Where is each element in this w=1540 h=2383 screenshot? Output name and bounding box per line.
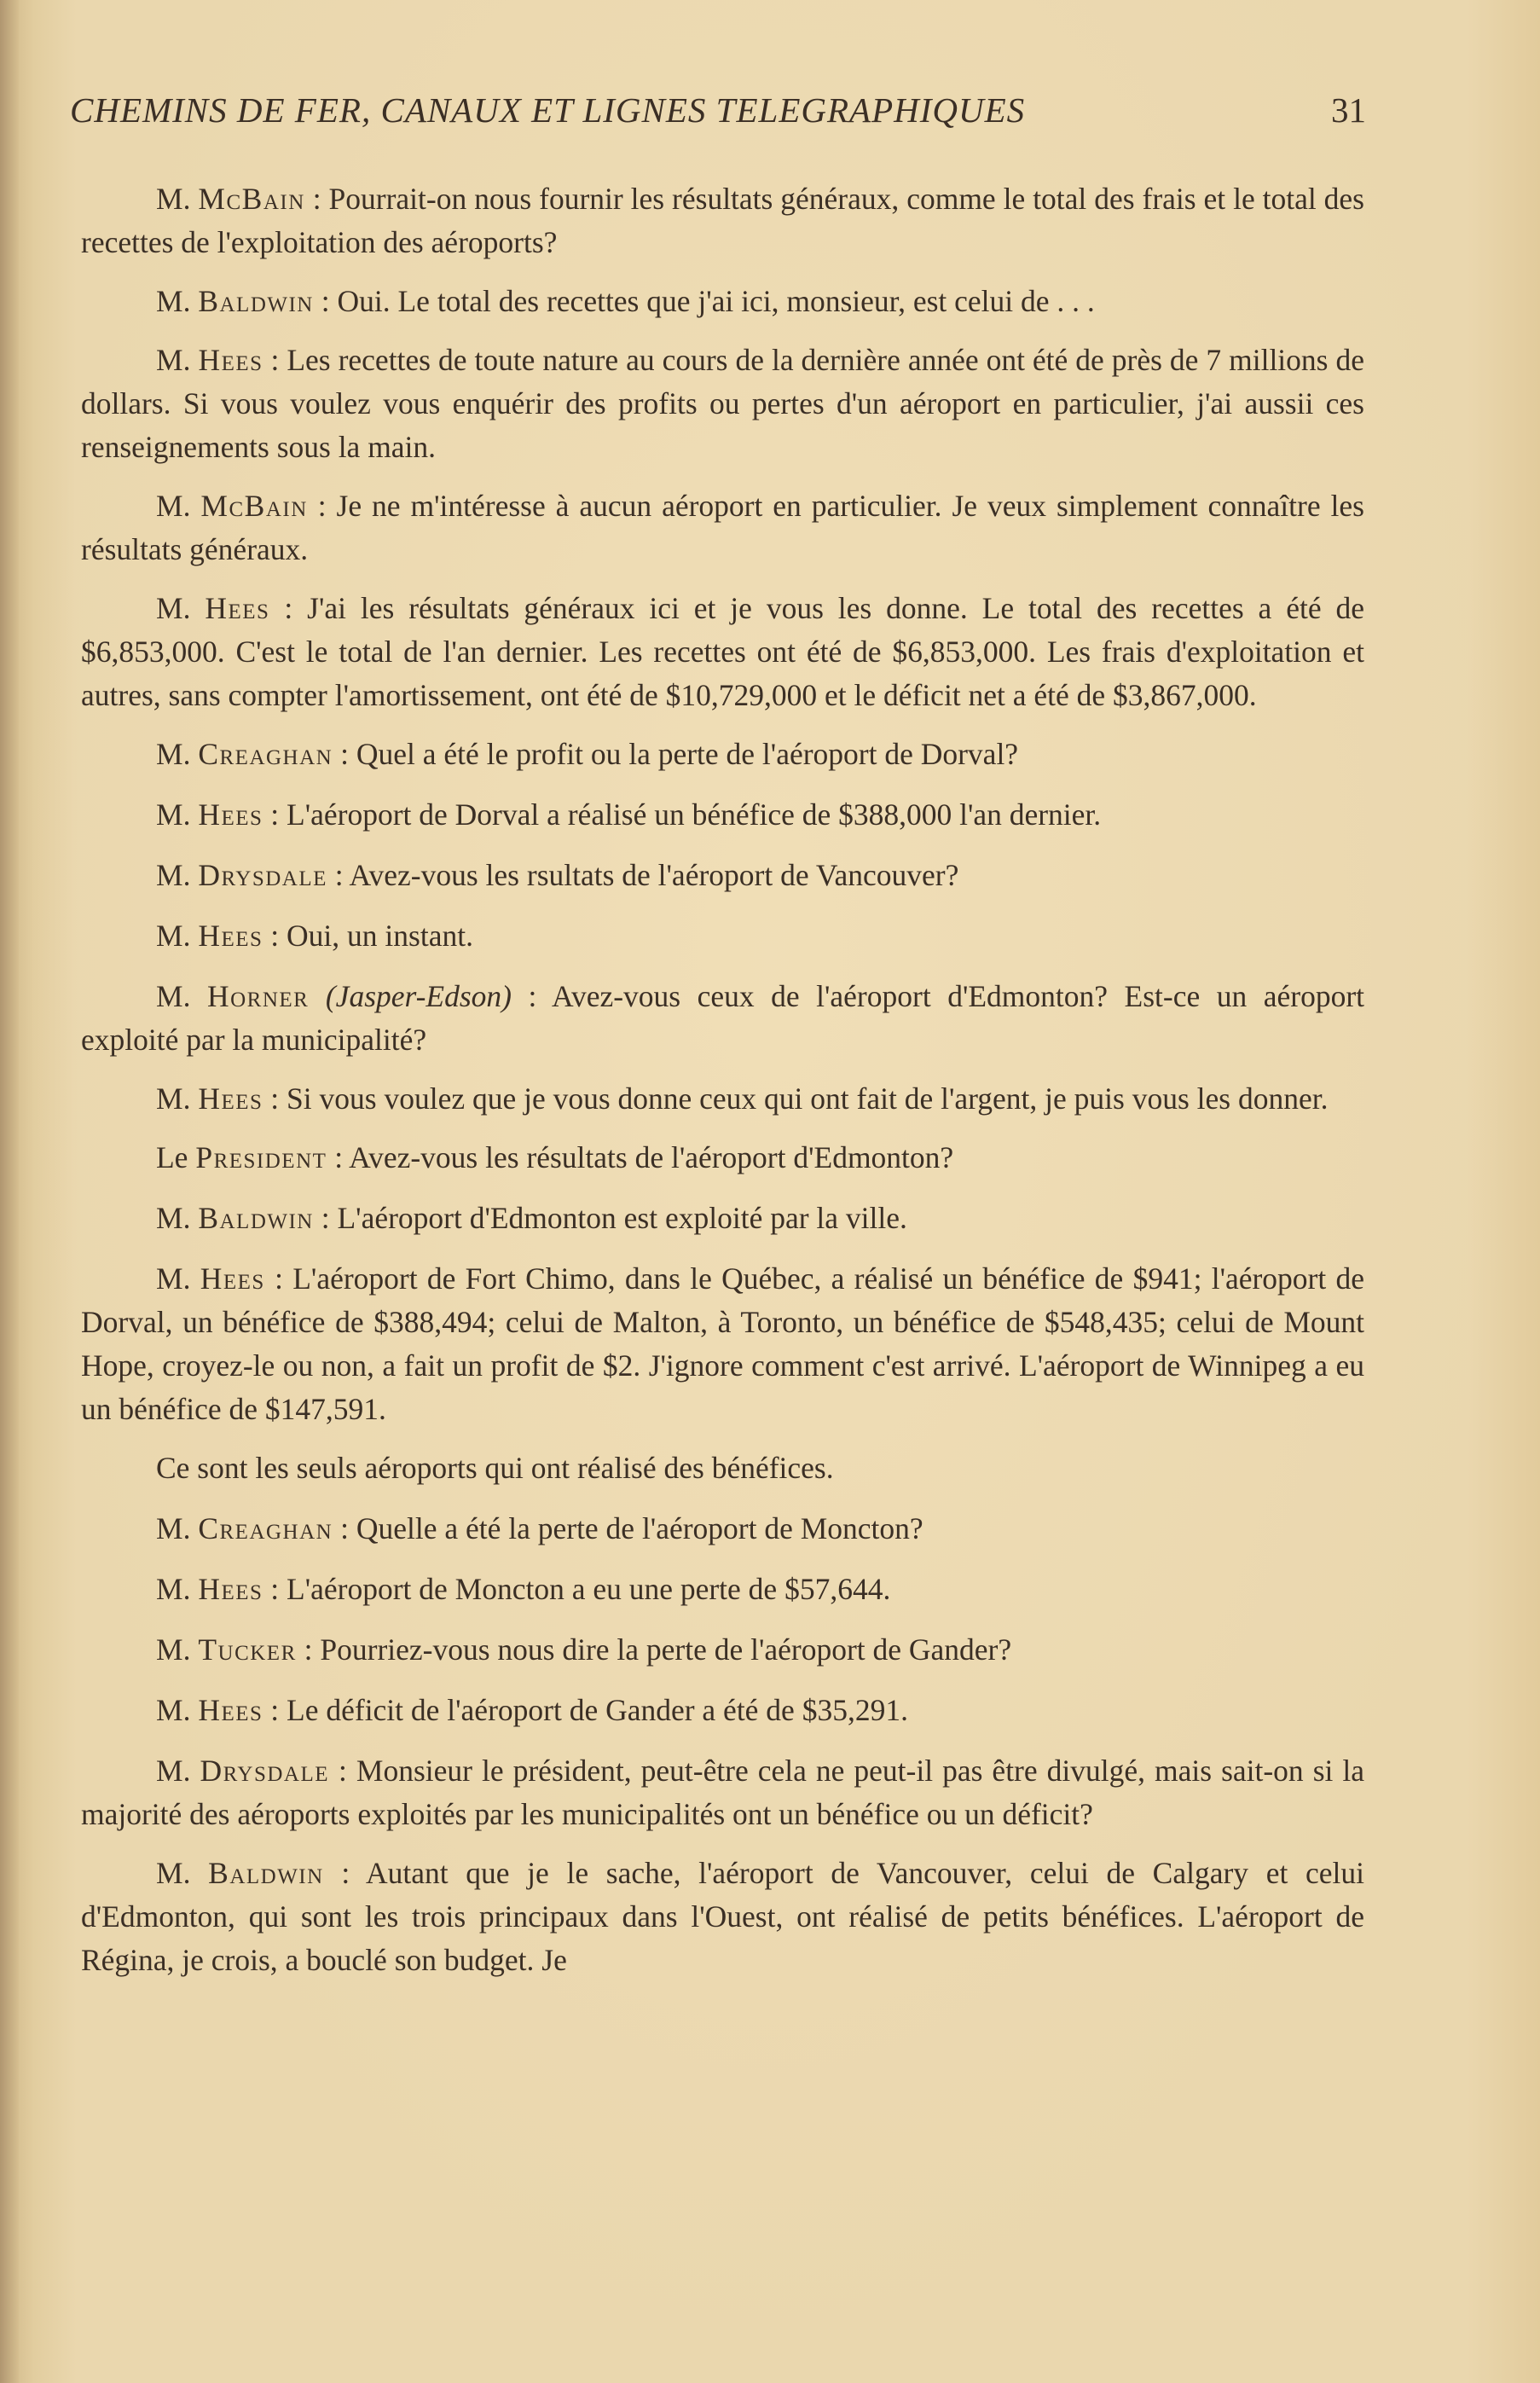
speaker-name: Drysdale: [200, 1754, 330, 1788]
paragraph: M. Creaghan : Quel a été le profit ou la perte de l'aéroport de Dorval?: [156, 737, 1019, 771]
paragraph: M. Tucker : Pourriez-vous nous dire la perte de l'aéroport de Gander?: [156, 1632, 1012, 1667]
speaker-name: Hees: [198, 1081, 263, 1116]
page-number: 31: [1331, 90, 1366, 130]
speech-text: Oui. Le total des recettes que j'ai ici, monsieur, est celui de . . .: [337, 284, 1095, 318]
paragraph: M. McBain : Pourrait-on nous fournir les résultats généraux, comme le total des frais et le total des recettes de l'exploitation des aéroports?: [81, 182, 1364, 259]
speech-text: Je ne m'intéresse à aucun aéroport en particulier. Je veux simplement connaître les résultats généraux.: [81, 489, 1364, 566]
running-title: CHEMINS DE FER, CANAUX ET LIGNES TELEGRAPHIQUES: [70, 90, 1026, 130]
paragraph: M. Hees : J'ai les résultats généraux ici et je vous les donne. Le total des recettes a été de $6,853,000. C'est le total de l'an dernier. Les recettes ont été de $6,853,000. Les frais d'exploitation et autres, sans compter l'amortissement, ont été de $10,729,000 et le déficit net a été de $3,867,000.: [81, 591, 1364, 712]
speaker-name: McBain: [198, 182, 305, 216]
speaker-name: Hees: [198, 919, 263, 953]
speech-text: Avez-vous les rsultats de l'aéroport de Vancouver?: [349, 858, 959, 892]
paragraph: M. Hees : L'aéroport de Moncton a eu une perte de $57,644.: [156, 1572, 891, 1606]
paragraph: M. Creaghan : Quelle a été la perte de l'aéroport de Moncton?: [156, 1511, 923, 1545]
paragraph: M. McBain : Je ne m'intéresse à aucun aéroport en particulier. Je veux simplement connaître les résultats généraux.: [81, 489, 1364, 566]
speech-text: Avez-vous ceux de l'aéroport d'Edmonton? Est-ce un aéroport exploité par la municipalité?: [81, 979, 1365, 1057]
paragraph: M. Baldwin : Autant que je le sache, l'aéroport de Vancouver, celui de Calgary et celui d'Edmonton, qui sont les trois principaux dans l'Ouest, ont réalisé de petits bénéfices. L'aéroport de Régina, je crois, a bouclé son budget. Je: [81, 1856, 1365, 1977]
speaker-name: Creaghan: [198, 737, 333, 771]
paragraph: [81, 1447, 1364, 1490]
transcript-body: [81, 177, 1364, 1997]
speaker-name: Creaghan: [198, 1511, 333, 1545]
speech-text: J'ai les résultats généraux ici et je vous les donne. Le total des recettes a été de $6,853,000. C'est le total de l'an dernier. Les recettes ont été de $6,853,000. Les frais d'exploitation et autres, sans compter l'amortissement, ont été de $10,729,000 et le déficit net a été de $3,867,000.: [81, 591, 1364, 712]
paragraph: M. Hees : L'aéroport de Fort Chimo, dans le Québec, a réalisé un bénéfice de $941; l'aéroport de Dorval, un bénéfice de $388,494; celui de Malton, à Toronto, un bénéfice de $548,435; celui de Mount Hope, croyez-le ou non, a fait un profit de $2. J'ignore comment c'est arrivé. L'aéroport de Winnipeg a eu un bénéfice de $147,591.: [81, 1261, 1365, 1426]
speaker-name: Hees: [198, 797, 263, 832]
speaker-name: Hees: [198, 343, 263, 377]
paragraph: Le President : Avez-vous les résultats de l'aéroport d'Edmonton?: [156, 1140, 954, 1174]
paragraph: M. Drysdale : Monsieur le président, peut-être cela ne peut-il pas être divulgé, mais sait-on si la majorité des aéroports exploités par les municipalités ont un bénéfice ou un déficit?: [81, 1754, 1365, 1831]
speech-text: Pourrait-on nous fournir les résultats généraux, comme le total des frais et le total des recettes de l'exploitation des aéroports?: [81, 182, 1364, 259]
riding-name: (Jasper-Edson): [325, 979, 512, 1013]
paragraph: M. Baldwin : Oui. Le total des recettes que j'ai ici, monsieur, est celui de . . .: [156, 284, 1095, 318]
paragraph: M. Baldwin : L'aéroport d'Edmonton est exploité par la ville.: [156, 1201, 907, 1235]
speech-text: L'aéroport de Moncton a eu une perte de $57,644.: [287, 1572, 891, 1606]
speaker-name: Tucker: [198, 1632, 297, 1667]
speech-text: Monsieur le président, peut-être cela ne peut-il pas être divulgé, mais sait-on si la majorité des aéroports exploités par les municipalités ont un bénéfice ou un déficit?: [81, 1754, 1365, 1831]
speech-text: L'aéroport de Dorval a réalisé un bénéfice de $388,000 l'an dernier.: [287, 797, 1102, 832]
speech-text: Ce sont les seuls aéroports qui ont réalisé des bénéfices.: [156, 1451, 834, 1485]
speech-text: Avez-vous les résultats de l'aéroport d'Edmonton?: [349, 1140, 954, 1174]
speech-text: Autant que je le sache, l'aéroport de Vancouver, celui de Calgary et celui d'Edmonton, qui sont les trois principaux dans l'Ouest, ont réalisé de petits bénéfices. L'aéroport de Régina, je crois, a bouclé son budget. Je: [81, 1856, 1365, 1977]
speech-text: Pourriez-vous nous dire la perte de l'aéroport de Gander?: [320, 1632, 1012, 1667]
speech-text: Les recettes de toute nature au cours de la dernière année ont été de près de 7 millions de dollars. Si vous voulez vous enquérir des profits ou pertes d'un aéroport en particulier, j'ai aussii ces renseignements sous la main.: [81, 343, 1364, 464]
speech-text: Le déficit de l'aéroport de Gander a été de $35,291.: [287, 1693, 908, 1727]
speech-text: Quel a été le profit ou la perte de l'aéroport de Dorval?: [356, 737, 1019, 771]
paragraph: M. Hees : L'aéroport de Dorval a réalisé un bénéfice de $388,000 l'an dernier.: [156, 797, 1102, 832]
page-binding-shadow: [0, 0, 19, 2383]
speaker-name: President: [195, 1140, 327, 1174]
paragraph: M. Hees : Les recettes de toute nature au cours de la dernière année ont été de près de 7 millions de dollars. Si vous voulez vous enquérir des profits ou pertes d'un aéroport en particulier, j'ai aussii ces renseignements sous la main.: [81, 343, 1364, 464]
speaker-name: Baldwin: [198, 284, 314, 318]
paragraph: M. Hees : Le déficit de l'aéroport de Gander a été de $35,291.: [156, 1693, 908, 1727]
speech-text: Oui, un instant.: [287, 919, 473, 953]
speech-text: L'aéroport de Fort Chimo, dans le Québec, a réalisé un bénéfice de $941; l'aéroport de Dorval, un bénéfice de $388,494; celui de Malton, à Toronto, un bénéfice de $548,435; celui de Mount Hope, croyez-le ou non, a fait un profit de $2. J'ignore comment c'est arrivé. L'aéroport de Winnipeg a eu un bénéfice de $147,591.: [81, 1261, 1365, 1426]
speaker-name: Drysdale: [198, 858, 327, 892]
speech-text: Quelle a été la perte de l'aéroport de Moncton?: [356, 1511, 923, 1545]
speaker-name: Hees: [198, 1693, 263, 1727]
speech-text: L'aéroport d'Edmonton est exploité par la ville.: [337, 1201, 907, 1235]
speaker-name: McBain: [200, 489, 308, 523]
speaker-name: Baldwin: [198, 1201, 314, 1235]
speaker-name: Baldwin: [208, 1856, 324, 1890]
speaker-name: Horner: [206, 979, 310, 1013]
speaker-name: Hees: [205, 591, 270, 625]
paragraph: M. Hees : Oui, un instant.: [156, 919, 473, 953]
paragraph: M. Hees : Si vous voulez que je vous donne ceux qui ont fait de l'argent, je puis vous les donner.: [156, 1081, 1329, 1116]
speech-text: Si vous voulez que je vous donne ceux qui ont fait de l'argent, je puis vous les donner.: [287, 1081, 1329, 1116]
speaker-name: Hees: [198, 1572, 263, 1606]
page-header: [70, 90, 1366, 141]
speaker-name: Hees: [200, 1261, 265, 1296]
paragraph: M. Horner (Jasper-Edson) : Avez-vous ceux de l'aéroport d'Edmonton? Est-ce un aéroport exploité par la municipalité?: [81, 979, 1365, 1057]
paragraph: M. Drysdale : Avez-vous les rsultats de l'aéroport de Vancouver?: [156, 858, 959, 892]
